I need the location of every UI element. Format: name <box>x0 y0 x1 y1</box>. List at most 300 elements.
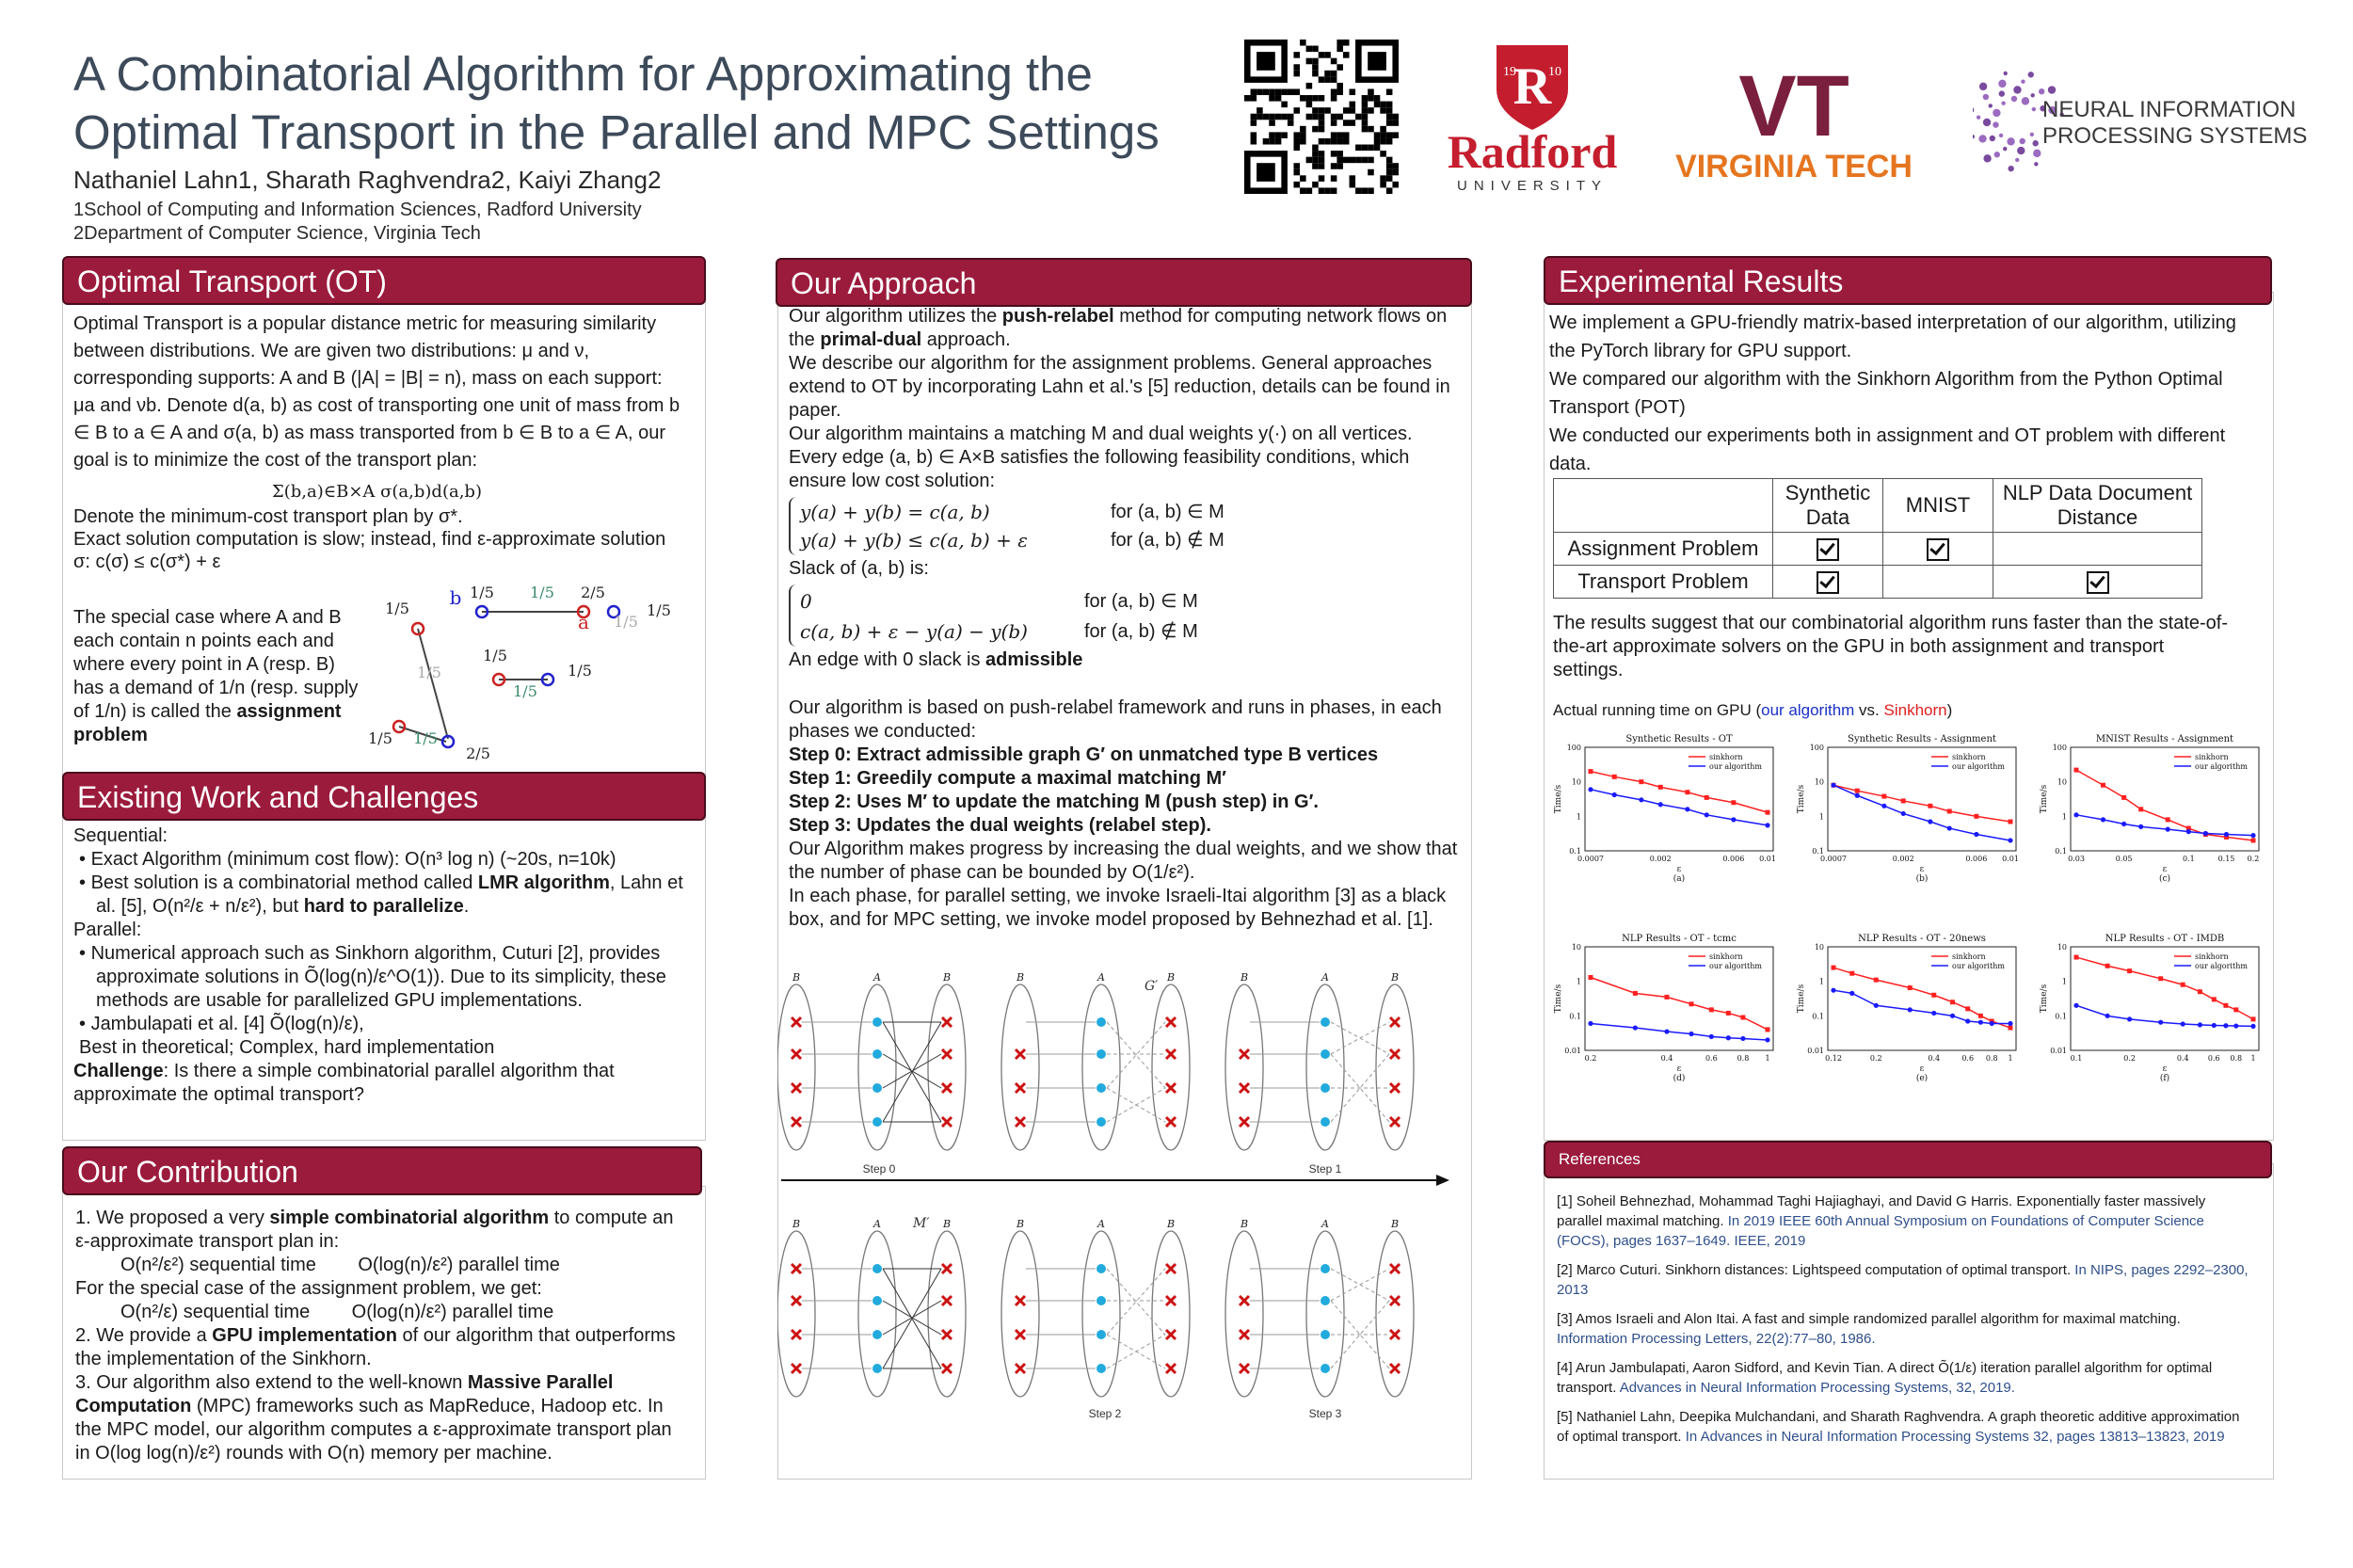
qr-module <box>1380 138 1386 145</box>
mass-label: 2/5 <box>466 744 490 762</box>
x-tick-label: 0.0007 <box>1820 855 1847 863</box>
mass-label: 1/5 <box>513 682 537 700</box>
qr-module <box>1350 88 1356 95</box>
neurips-dot <box>2020 138 2025 144</box>
qr-module <box>1374 145 1381 152</box>
data-point <box>2073 812 2078 817</box>
qr-module <box>1319 107 1325 114</box>
qr-module <box>1380 151 1386 157</box>
data-point <box>2233 1023 2238 1028</box>
y-tick-label: 1 <box>1818 812 1824 822</box>
qr-module <box>1300 40 1306 46</box>
qr-code[interactable] <box>1244 40 1399 194</box>
qr-module <box>1337 46 1343 53</box>
data-point <box>2181 1021 2185 1026</box>
data-point <box>2158 976 2163 981</box>
data-point <box>1589 975 1593 980</box>
reference-item <box>1557 1407 2253 1447</box>
authors: Nathaniel Lahn1, Sharath Raghvendra2, Kaiyi Zhang2 <box>73 166 662 194</box>
qr-module <box>1374 95 1381 102</box>
results-impl: We implement a GPU-friendly matrix-based interpretation of our algorithm, utilizing the PyTorch library for GPU support. <box>1549 312 2236 361</box>
data-point <box>1950 1014 1955 1018</box>
data-point <box>2223 1003 2228 1008</box>
qr-module <box>1312 163 1319 169</box>
qr-module <box>1380 126 1386 133</box>
neurips-dot <box>2039 88 2044 94</box>
qr-module <box>1251 138 1257 145</box>
vt-mark: VT <box>1738 58 1849 154</box>
data-point <box>1612 792 1617 797</box>
qr-module <box>1257 114 1263 120</box>
vertex-set <box>1152 1231 1190 1397</box>
chart-xlabel: ε <box>1919 1064 1925 1074</box>
x-tick-label: 0.01 <box>2002 855 2019 863</box>
reference-item <box>1557 1309 2253 1349</box>
reference-text: [1] Soheil Behnezhad, Mohammad Taghi Hajiaghayi, and David G Harris. Exponentially faster massively parallel maximal matching. <box>1557 1193 2206 1229</box>
qr-module <box>1319 187 1325 194</box>
qr-module <box>1324 52 1331 58</box>
neurips-dot <box>2028 72 2034 77</box>
qr-module <box>1355 114 1362 120</box>
virginia-tech-logo <box>1653 56 1935 188</box>
qr-module <box>1331 71 1337 77</box>
qr-module <box>1331 76 1337 83</box>
approach-phases: Our algorithm is based on push-relabel framework and runs in phases, in each phases we conducted: <box>789 697 1442 742</box>
vertex-set <box>1376 984 1414 1150</box>
x-tick-label: 0.4 <box>1928 1054 1941 1063</box>
legend-entry: sinkhorn <box>2195 753 2229 761</box>
qr-module <box>1362 114 1369 120</box>
qr-module <box>1386 187 1393 194</box>
neurips-logo <box>1973 45 2321 196</box>
vertex-a <box>872 1330 882 1339</box>
table-row <box>1554 566 2202 599</box>
reference-text: [4] Arun Jambulapati, Aaron Sidford, and Kevin Tian. A direct Õ(1/ε) iteration parallel algorithm for optimal transport. <box>1557 1360 2213 1396</box>
qr-module <box>1293 138 1300 145</box>
qr-module <box>1337 64 1343 71</box>
data-point <box>1928 804 1932 808</box>
qr-module <box>1324 71 1331 77</box>
qr-module <box>1392 163 1399 169</box>
vertex-a <box>1096 1264 1106 1273</box>
mass-label: 1/5 <box>368 729 392 747</box>
qr-module <box>1300 187 1306 194</box>
neurips-dot <box>2021 80 2025 84</box>
qr-module <box>1251 88 1257 95</box>
bullet-jambulapati: • Jambulapati et al. [4] Õ(log(n)/ε), <box>79 1014 364 1034</box>
qr-module <box>1257 107 1263 114</box>
row-assignment: Assignment Problem <box>1554 533 1773 566</box>
vertex-a <box>1321 1296 1330 1305</box>
qr-module <box>1300 175 1306 182</box>
label-a: a <box>578 611 589 633</box>
mass-label: 1/5 <box>530 584 554 601</box>
qr-module <box>1319 138 1325 145</box>
contrib-1: 1. We proposed a very simple combinatorial algorithm to compute an ε-approximate transport plan in: <box>75 1208 674 1252</box>
feasibility-conditions: y(a) + y(b) = c(a, b) for (a, b) ∈ M y(a) + y(b) ≤ c(a, b) + ε for (a, b) ∉ M <box>789 497 1465 555</box>
y-tick-label: 1 <box>1818 977 1824 986</box>
x-tick-label: 0.8 <box>1737 1054 1750 1063</box>
qr-module <box>1312 126 1319 133</box>
bullet-sinkhorn: • Numerical approach such as Sinkhorn algorithm, Cuturi [2], provides approximate solutions in Õ(log(n)/ε^O(1)). Due to its simplicity, these methods are usable for parallelized GPU implementations. <box>79 943 666 1011</box>
y-tick-label: 0.1 <box>2055 1012 2067 1021</box>
qr-module <box>1312 182 1319 188</box>
x-tick-label: 0.6 <box>1705 1054 1718 1063</box>
data-point <box>2166 817 2170 822</box>
qr-module <box>1306 95 1313 102</box>
vertex-a <box>872 1296 882 1305</box>
neurips-dot <box>2008 166 2013 171</box>
qr-module <box>1275 132 1282 138</box>
data-point <box>2121 795 2126 800</box>
set-label: B <box>942 1218 952 1230</box>
qr-module <box>1343 120 1350 126</box>
qr-module <box>1337 40 1343 46</box>
qr-module <box>1244 95 1251 102</box>
qr-module <box>1386 163 1393 169</box>
jambulapati-note: Best in theoretical; Complex, hard implementation <box>79 1037 495 1058</box>
y-tick-label: 1 <box>1576 977 1581 986</box>
qr-module <box>1293 64 1300 71</box>
vertex-set <box>1001 984 1039 1150</box>
qr-module <box>1374 138 1381 145</box>
qr-module <box>1362 157 1369 164</box>
qr-module <box>1331 58 1337 65</box>
qr-module <box>1331 95 1337 102</box>
qr-module <box>1312 114 1319 120</box>
neurips-line2: PROCESSING SYSTEMS <box>2042 123 2308 149</box>
qr-module <box>1319 157 1325 164</box>
qr-module <box>1368 126 1374 133</box>
radford-year-left: 19 <box>1503 65 1516 79</box>
qr-module <box>1343 132 1350 138</box>
qr-module <box>1306 58 1313 65</box>
x-tick-label: 1 <box>2250 1054 2256 1063</box>
qr-module <box>1251 95 1257 102</box>
qr-module <box>1293 71 1300 77</box>
qr-module <box>1362 187 1369 194</box>
qr-module <box>1331 163 1337 169</box>
chart-ylabel: Time/s <box>1554 784 1563 814</box>
vertex-set <box>928 984 966 1150</box>
chart-title: NLP Results - OT - IMDB <box>2105 934 2225 944</box>
chart-xlabel: ε <box>2162 865 2168 874</box>
x-tick-label: 0.1 <box>2070 1054 2083 1063</box>
x-tick-label: 0.2 <box>1869 1054 1882 1063</box>
series-line-our-algorithm <box>1833 990 2010 1023</box>
qr-module <box>1293 163 1300 169</box>
qr-module <box>1337 132 1343 138</box>
neurips-dot <box>2013 86 2021 93</box>
qr-module <box>1355 157 1362 164</box>
charts-caption: Actual running time on GPU (our algorithm vs. Sinkhorn) <box>1553 701 1953 719</box>
vertex-set <box>777 1231 815 1397</box>
qr-module <box>1281 132 1288 138</box>
qr-module <box>1324 76 1331 83</box>
qr-module <box>1263 114 1270 120</box>
neurips-dot <box>2022 97 2029 104</box>
neurips-dot <box>2011 96 2017 102</box>
x-tick-label: 0.006 <box>1722 855 1745 863</box>
data-point <box>2009 1026 2013 1031</box>
x-tick-label: 0.4 <box>1660 1054 1673 1063</box>
radford-name: Radford <box>1447 125 1618 178</box>
set-label: A <box>873 1218 881 1230</box>
data-point <box>2223 1023 2228 1028</box>
legend-entry: sinkhorn <box>2195 952 2229 961</box>
data-point <box>1881 804 1886 808</box>
mass-label: 1/5 <box>470 584 494 601</box>
x-tick-label: 0.0007 <box>1577 855 1604 863</box>
data-point <box>1633 991 1638 996</box>
neurips-dot <box>1977 116 1980 120</box>
qr-module <box>1380 132 1386 138</box>
data-point <box>2138 824 2143 829</box>
qr-module <box>1380 182 1386 188</box>
reference-venue: In 2019 IEEE 60th Annual Symposium on Foundations of Computer Science (FOCS), pages 1637–1649. IEEE, 2019 <box>1557 1213 2204 1249</box>
set-label: B <box>792 971 801 984</box>
reference-venue: In NIPS, pages 2292–2300, 2013 <box>1557 1262 2249 1298</box>
set-label: B <box>1240 971 1249 984</box>
radford-sub: UNIVERSITY <box>1456 178 1609 194</box>
qr-module <box>1386 102 1393 108</box>
qr-module <box>1386 138 1393 145</box>
qr-module <box>1251 132 1257 138</box>
vertex-set <box>777 984 815 1150</box>
vertex-a <box>1096 1330 1106 1339</box>
qr-module <box>1293 107 1300 114</box>
data-point <box>2138 807 2143 811</box>
data-point <box>1589 769 1593 774</box>
qr-module <box>1386 88 1393 95</box>
qr-module <box>1350 157 1356 164</box>
y-tick-label: 10 <box>1814 943 1824 952</box>
neurips-dot <box>1989 104 1993 107</box>
y-tick-label: 1 <box>2061 977 2067 986</box>
qr-module <box>1337 151 1343 157</box>
mass-label: 1/5 <box>413 729 438 747</box>
vertex-a <box>1321 1330 1330 1339</box>
qr-module <box>1293 182 1300 188</box>
data-point <box>1685 807 1689 811</box>
chart-xlabel: ε <box>1676 865 1682 874</box>
data-point <box>1664 995 1669 1000</box>
qr-module <box>1263 138 1270 145</box>
table-row <box>1554 533 2202 566</box>
chart-xlabel: ε <box>1676 1064 1682 1074</box>
chart-ylabel: Time/s <box>1554 984 1563 1014</box>
qr-module <box>1319 52 1325 58</box>
mass-label: 1/5 <box>417 664 441 681</box>
qr-module <box>1319 76 1325 83</box>
qr-module <box>1319 126 1325 133</box>
qr-module <box>1275 88 1282 95</box>
qr-module <box>1331 114 1337 120</box>
qr-module <box>1368 95 1374 102</box>
data-point <box>1705 812 1709 817</box>
qr-module <box>1337 88 1343 95</box>
table-row <box>1554 479 2202 533</box>
affiliation-1: 1School of Computing and Information Sciences, Radford University <box>73 200 642 220</box>
set-label: B <box>1016 971 1025 984</box>
radford-letter: R <box>1513 57 1552 116</box>
legend-entry: our algorithm <box>2195 762 2248 771</box>
data-point <box>2250 833 2255 838</box>
qr-module <box>1392 169 1399 176</box>
data-point <box>1709 1007 1714 1012</box>
qr-module <box>1293 88 1300 95</box>
vertex-a <box>1096 1083 1106 1093</box>
results-conclusion: The results suggest that our combinatorial algorithm runs faster than the state-of-the-art approximate solvers on the GPU in both assignment and transport settings. <box>1553 613 2229 680</box>
series-line-sinkhorn <box>2076 770 2253 840</box>
qr-module <box>1374 102 1381 108</box>
neurips-dot <box>1990 136 1995 141</box>
contrib-1-assign-times: O(n²/ε) sequential time O(log(n)/ε²) parallel time <box>120 1302 554 1322</box>
data-point <box>2250 1024 2255 1029</box>
radford-year-right: 10 <box>1548 65 1561 79</box>
chart-title: NLP Results - OT - 20news <box>1858 934 1986 944</box>
slack-label: Slack of (a, b) is: <box>789 558 929 579</box>
reference-text: [2] Marco Cuturi. Sinkhorn distances: Lightspeed computation of optimal transport. <box>1557 1262 2072 1278</box>
series-line-our-algorithm <box>1591 790 1768 825</box>
approach-progress: Our Algorithm makes progress by increasing the dual weights, and we show that the number of phase can be bounded by O(1/ε²). <box>789 839 1458 883</box>
qr-module <box>1343 40 1350 46</box>
chart-title: Synthetic Results - Assignment <box>1848 734 1996 744</box>
data-point <box>1639 797 1643 802</box>
data-point <box>2158 1020 2163 1025</box>
contrib-2: 2. We provide a GPU implementation of our algorithm that outperforms the implementation of the Sinkhorn. <box>75 1325 676 1369</box>
data-point <box>2251 1016 2256 1021</box>
qr-module <box>1386 169 1393 176</box>
data-point <box>2121 822 2126 826</box>
vertex-set <box>1152 984 1190 1150</box>
y-tick-label: 100 <box>1566 744 1581 752</box>
data-point <box>2101 783 2105 788</box>
qr-module <box>1355 145 1362 152</box>
data-point <box>1588 787 1593 792</box>
x-tick-label: 0.1 <box>2182 855 2195 863</box>
x-tick-label: 0.4 <box>2176 1054 2189 1063</box>
chart-sublabel: (f) <box>2159 1074 2170 1083</box>
neurips-dot <box>1978 135 1986 142</box>
step0-label: Step 0 <box>862 1162 896 1176</box>
data-point <box>1908 1007 1913 1012</box>
chart <box>2040 934 2259 1083</box>
data-point <box>1931 993 1936 998</box>
data-point <box>1612 775 1617 779</box>
data-point <box>2212 997 2217 1001</box>
qr-module <box>1312 145 1319 152</box>
existing-text <box>73 824 695 1107</box>
qr-module <box>1300 126 1306 133</box>
qr-module <box>1300 132 1306 138</box>
x-tick-label: 0.12 <box>1825 1054 1842 1063</box>
neurips-dot <box>2048 86 2056 93</box>
data-point <box>2166 827 2170 832</box>
qr-module <box>1275 95 1282 102</box>
qr-module <box>1362 95 1369 102</box>
step-diagrams <box>777 969 1470 1440</box>
ot-formula: Σ(b,a)∈B×A σ(a,b)d(a,b) <box>272 482 482 502</box>
data-point <box>1978 1014 1983 1018</box>
data-point <box>1633 1025 1638 1030</box>
qr-module <box>1331 120 1337 126</box>
qr-module <box>1337 114 1343 120</box>
data-point <box>1685 790 1689 794</box>
qr-module <box>1319 120 1325 126</box>
x-tick-label: 0.8 <box>1985 1054 1998 1063</box>
qr-module <box>1269 120 1275 126</box>
qr-module <box>1362 126 1369 133</box>
qr-module <box>1306 187 1313 194</box>
x-tick-label: 0.15 <box>2217 855 2235 863</box>
data-point <box>1689 1032 1693 1036</box>
data-point <box>2212 1023 2217 1028</box>
y-tick-label: 0.01 <box>1564 1047 1581 1055</box>
neurips-dot <box>1998 80 2006 88</box>
data-point <box>1689 1001 1694 1006</box>
qr-module <box>1386 175 1393 182</box>
label-b: b <box>449 586 462 609</box>
approach-parallel: In each phase, for parallel setting, we invoke Israeli-Itai algorithm [3] as a black box, and for MPC setting, we invoke model proposed by Behnezhad et al. [1]. <box>789 886 1447 930</box>
qr-module <box>1269 138 1275 145</box>
y-tick-label: 10 <box>2057 943 2067 952</box>
mass-label: 2/5 <box>581 584 605 601</box>
chart-title: MNIST Results - Assignment <box>2095 734 2234 744</box>
qr-module <box>1312 64 1319 71</box>
qr-module <box>1350 102 1356 108</box>
edge <box>418 629 448 739</box>
approach-intro: Our algorithm utilizes the push-relabel method for computing network flows on the primal-dual approach. <box>789 306 1448 350</box>
qr-finder-core <box>1257 163 1275 182</box>
data-point <box>2009 820 2013 824</box>
step1-label: Step 1 <box>1308 1162 1342 1176</box>
qr-module <box>1331 88 1337 95</box>
qr-module <box>1374 132 1381 138</box>
x-tick-label: 0.002 <box>1649 855 1672 863</box>
ot-min-plan: Denote the minimum-cost transport plan by σ*. <box>73 506 463 527</box>
data-point <box>1874 978 1879 983</box>
contribution-text <box>75 1207 687 1465</box>
qr-module <box>1337 163 1343 169</box>
mass-label: 1/5 <box>568 662 592 680</box>
y-tick-label: 10 <box>2057 777 2067 787</box>
data-point <box>1881 794 1886 799</box>
data-point <box>1664 1029 1669 1033</box>
ot-intro: Optimal Transport is a popular distance metric for measuring similarity between distributions. We are given two distributions: μ and ν, corresponding supports: A and B (|A| = |B| = n), mass on each support: μa and νb. Denote d(a, b) as cost of transporting one unit of mass from b ∈ B to a ∈ A and σ(a, b) as mass transported from b ∈ B to a ∈ A, our goal is to minimize the cost of the transport plan: <box>73 313 680 471</box>
data-point <box>1831 988 1835 993</box>
ot-special: The special case where A and B each contain n points each and where every point in A (resp. B) has a demand of 1/n (resp. supply of 1/n) is called the assignment problem <box>73 607 359 745</box>
contribution-header: Our Contribution <box>62 1146 702 1195</box>
chart-xlabel: ε <box>1919 865 1925 874</box>
data-point <box>2203 831 2208 836</box>
neurips-dot <box>2030 93 2034 97</box>
results-data: We conducted our experiments both in assignment and OT problem with different data. <box>1549 425 2226 474</box>
reference-venue: Advances in Neural Information Processing Systems, 32, 2019. <box>1616 1380 2015 1396</box>
qr-module <box>1386 132 1393 138</box>
qr-module <box>1343 138 1350 145</box>
neurips-dot <box>2015 158 2019 162</box>
y-tick-label: 100 <box>2052 744 2067 752</box>
vertex-set <box>1376 1231 1414 1397</box>
approach-assignment: We describe our algorithm for the assignment problems. General approaches extend to OT by incorporating Lahn et al.'s [5] reduction, details can be found in paper. <box>789 353 1450 421</box>
results-charts <box>1544 728 2272 1135</box>
qr-module <box>1350 175 1356 182</box>
qr-module <box>1288 120 1294 126</box>
qr-module <box>1288 114 1294 120</box>
set-label: B <box>1166 971 1176 984</box>
qr-module <box>1343 157 1350 164</box>
